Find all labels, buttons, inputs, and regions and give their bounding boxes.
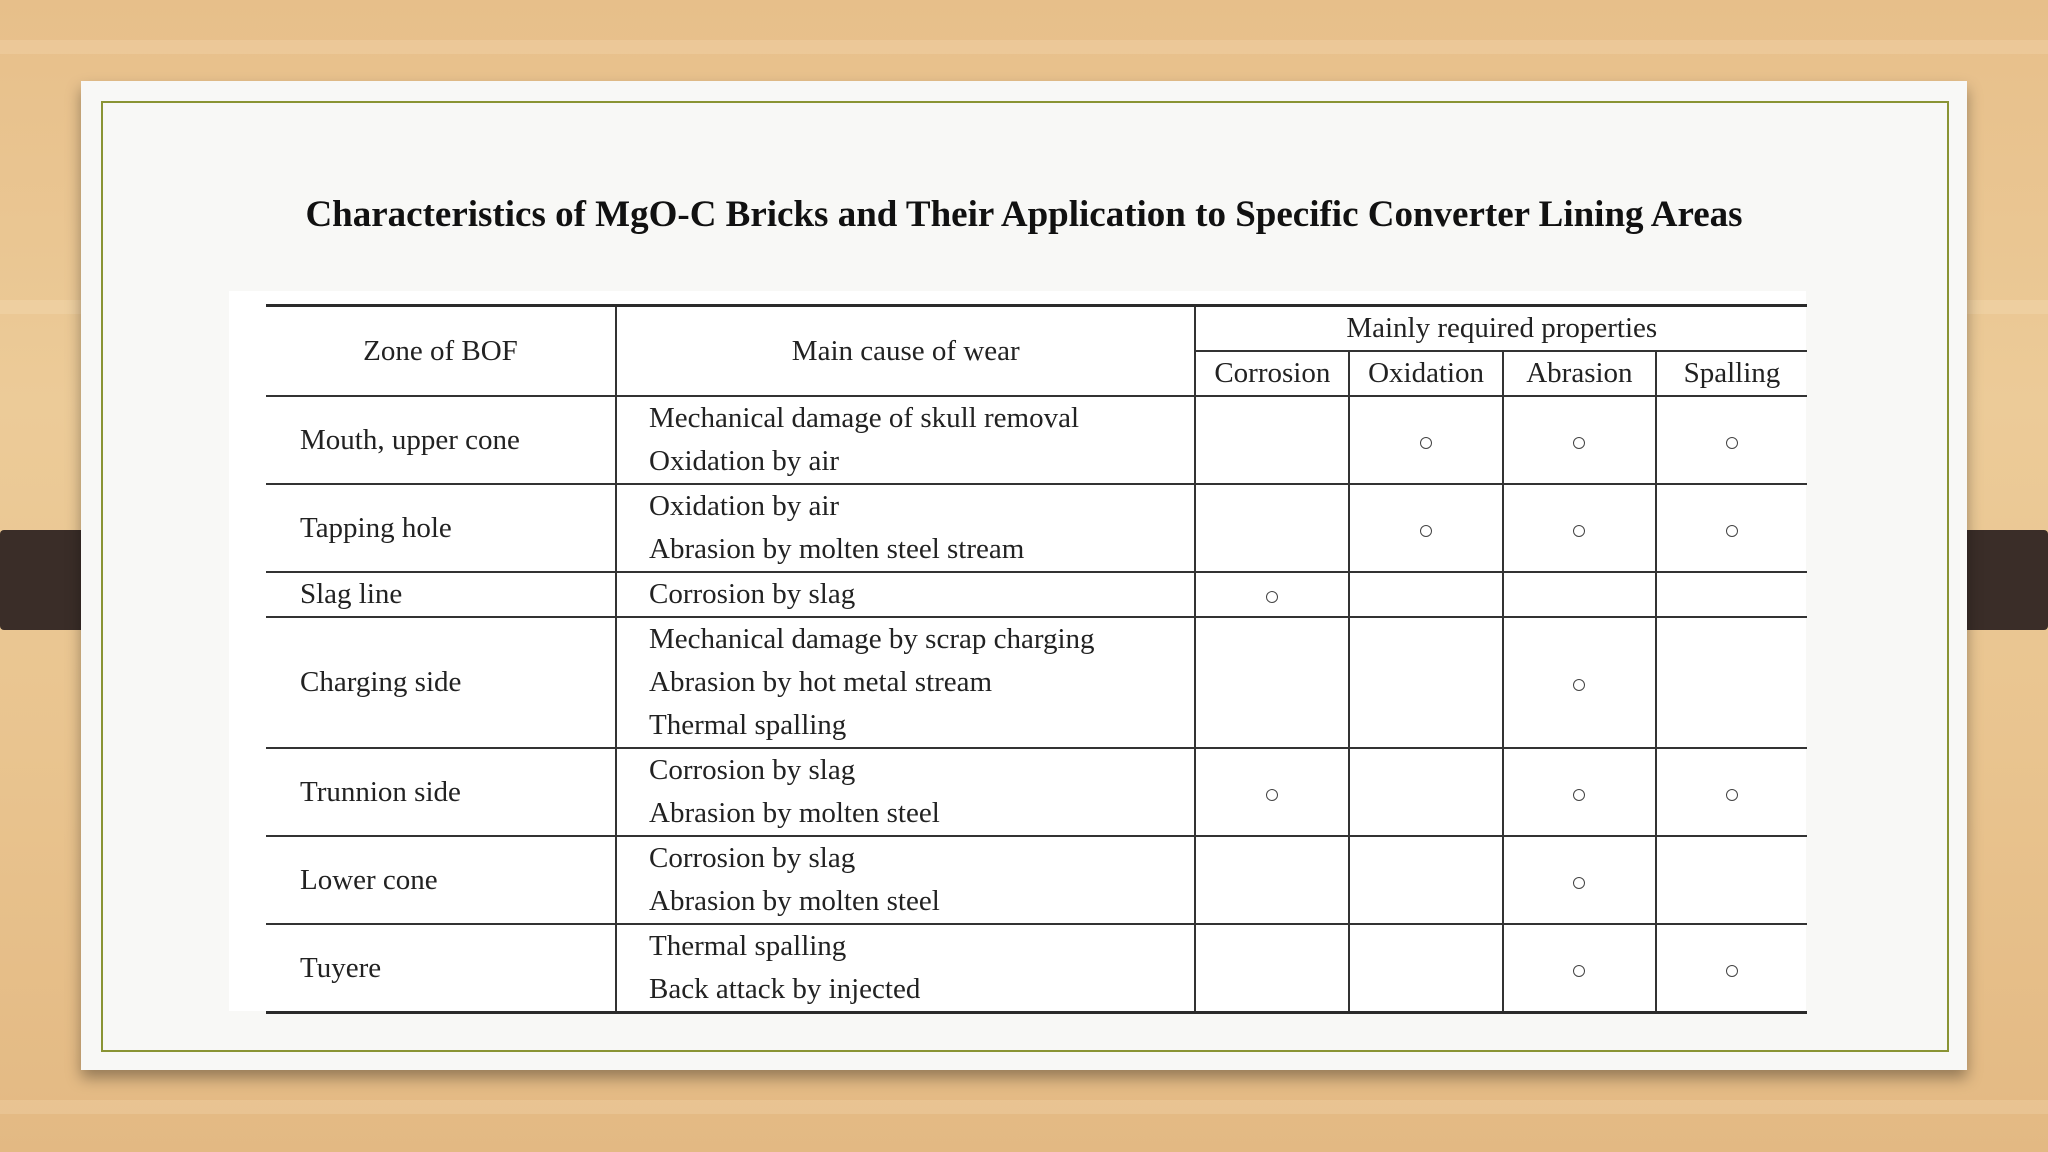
header-oxidation: Oxidation xyxy=(1349,351,1503,396)
mark-cell-abrasion xyxy=(1503,484,1656,572)
circle-mark-icon xyxy=(1573,437,1585,449)
mark-cell-corrosion xyxy=(1195,836,1349,924)
circle-mark-icon xyxy=(1573,965,1585,977)
circle-mark-icon xyxy=(1573,525,1585,537)
mark-cell-spalling xyxy=(1656,572,1807,617)
header-spalling: Spalling xyxy=(1656,351,1807,396)
cause-line: Thermal spalling xyxy=(649,709,847,741)
cause-cell xyxy=(616,617,1195,748)
cause-cell xyxy=(616,572,1195,617)
mark-cell-oxidation xyxy=(1349,617,1503,748)
header-corrosion: Corrosion xyxy=(1195,351,1349,396)
mark-cell-oxidation xyxy=(1349,748,1503,836)
mark-cell-abrasion xyxy=(1503,924,1656,1013)
zone-cell: Lower cone xyxy=(266,836,616,924)
zone-cell: Trunnion side xyxy=(266,748,616,836)
cause-line: Abrasion by molten steel xyxy=(649,797,940,829)
table-container xyxy=(229,291,1806,1011)
mark-cell-spalling xyxy=(1656,748,1807,836)
cause-line: Corrosion by slag xyxy=(649,754,856,786)
mark-cell-oxidation xyxy=(1349,484,1503,572)
cause-cell xyxy=(616,836,1195,924)
zone-cell: Mouth, upper cone xyxy=(266,396,616,484)
zone-cell: Slag line xyxy=(266,572,616,617)
mark-cell-oxidation xyxy=(1349,924,1503,1013)
table-row xyxy=(266,748,1807,836)
cause-line: Back attack by injected xyxy=(649,973,921,1005)
cause-line: Oxidation by air xyxy=(649,490,840,522)
mark-cell-corrosion xyxy=(1195,396,1349,484)
circle-mark-icon xyxy=(1573,679,1585,691)
mark-cell-spalling xyxy=(1656,924,1807,1013)
mark-cell-corrosion xyxy=(1195,617,1349,748)
cause-cell xyxy=(616,396,1195,484)
cause-line: Abrasion by molten steel xyxy=(649,885,940,917)
circle-mark-icon xyxy=(1726,965,1738,977)
header-abrasion: Abrasion xyxy=(1503,351,1656,396)
circle-mark-icon xyxy=(1726,789,1738,801)
circle-mark-icon xyxy=(1420,525,1432,537)
mark-cell-spalling xyxy=(1656,617,1807,748)
cause-line: Corrosion by slag xyxy=(649,842,856,874)
cause-line: Corrosion by slag xyxy=(649,578,856,610)
zone-cell: Tuyere xyxy=(300,951,382,984)
header-required-properties: Mainly required properties xyxy=(1195,306,1807,352)
wear-properties-table xyxy=(266,304,1807,1014)
cause-line: Abrasion by molten steel stream xyxy=(649,533,1025,565)
cause-line: Abrasion by hot metal stream xyxy=(649,666,993,698)
zone-cell: Tapping hole xyxy=(266,484,616,572)
mark-cell-spalling xyxy=(1656,836,1807,924)
circle-mark-icon xyxy=(1420,437,1432,449)
header-cause: Main cause of wear xyxy=(616,306,1195,397)
zone-cell: Charging side xyxy=(266,617,616,748)
table-row xyxy=(266,484,1807,572)
table-row xyxy=(266,617,1807,748)
cause-cell xyxy=(616,924,1195,1013)
table-body xyxy=(266,396,1807,1013)
circle-mark-icon xyxy=(1573,789,1585,801)
table-row xyxy=(266,396,1807,484)
mark-cell-spalling xyxy=(1656,484,1807,572)
circle-mark-icon xyxy=(1726,525,1738,537)
slide-title: Characteristics of MgO-C Bricks and Their Application to Specific Converter Lining Areas xyxy=(305,194,1743,235)
table-row xyxy=(266,924,1807,1013)
cause-line: Mechanical damage by scrap charging xyxy=(649,623,1095,655)
header-zone: Zone of BOF xyxy=(266,306,616,397)
cause-line: Thermal spalling xyxy=(649,930,847,962)
circle-mark-icon xyxy=(1726,437,1738,449)
mark-cell-corrosion xyxy=(1195,484,1349,572)
circle-mark-icon xyxy=(1573,877,1585,889)
mark-cell-oxidation xyxy=(1349,836,1503,924)
mark-cell-abrasion xyxy=(1503,836,1656,924)
mark-cell-abrasion xyxy=(1503,617,1656,748)
mark-cell-corrosion xyxy=(1195,924,1349,1013)
mark-cell-abrasion xyxy=(1503,572,1656,617)
mark-cell-corrosion xyxy=(1195,748,1349,836)
circle-mark-icon xyxy=(1266,789,1278,801)
cause-cell xyxy=(616,748,1195,836)
mark-cell-abrasion xyxy=(1503,748,1656,836)
cause-line: Mechanical damage of skull removal xyxy=(649,402,1080,434)
table-row xyxy=(266,836,1807,924)
circle-mark-icon xyxy=(1266,591,1278,603)
mark-cell-spalling xyxy=(1656,396,1807,484)
mark-cell-oxidation xyxy=(1349,396,1503,484)
table-row xyxy=(266,572,1807,617)
mark-cell-oxidation xyxy=(1349,572,1503,617)
mark-cell-abrasion xyxy=(1503,396,1656,484)
cause-line: Oxidation by air xyxy=(649,445,840,477)
cause-cell xyxy=(616,484,1195,572)
slide xyxy=(81,81,1967,1070)
mark-cell-corrosion xyxy=(1195,572,1349,617)
